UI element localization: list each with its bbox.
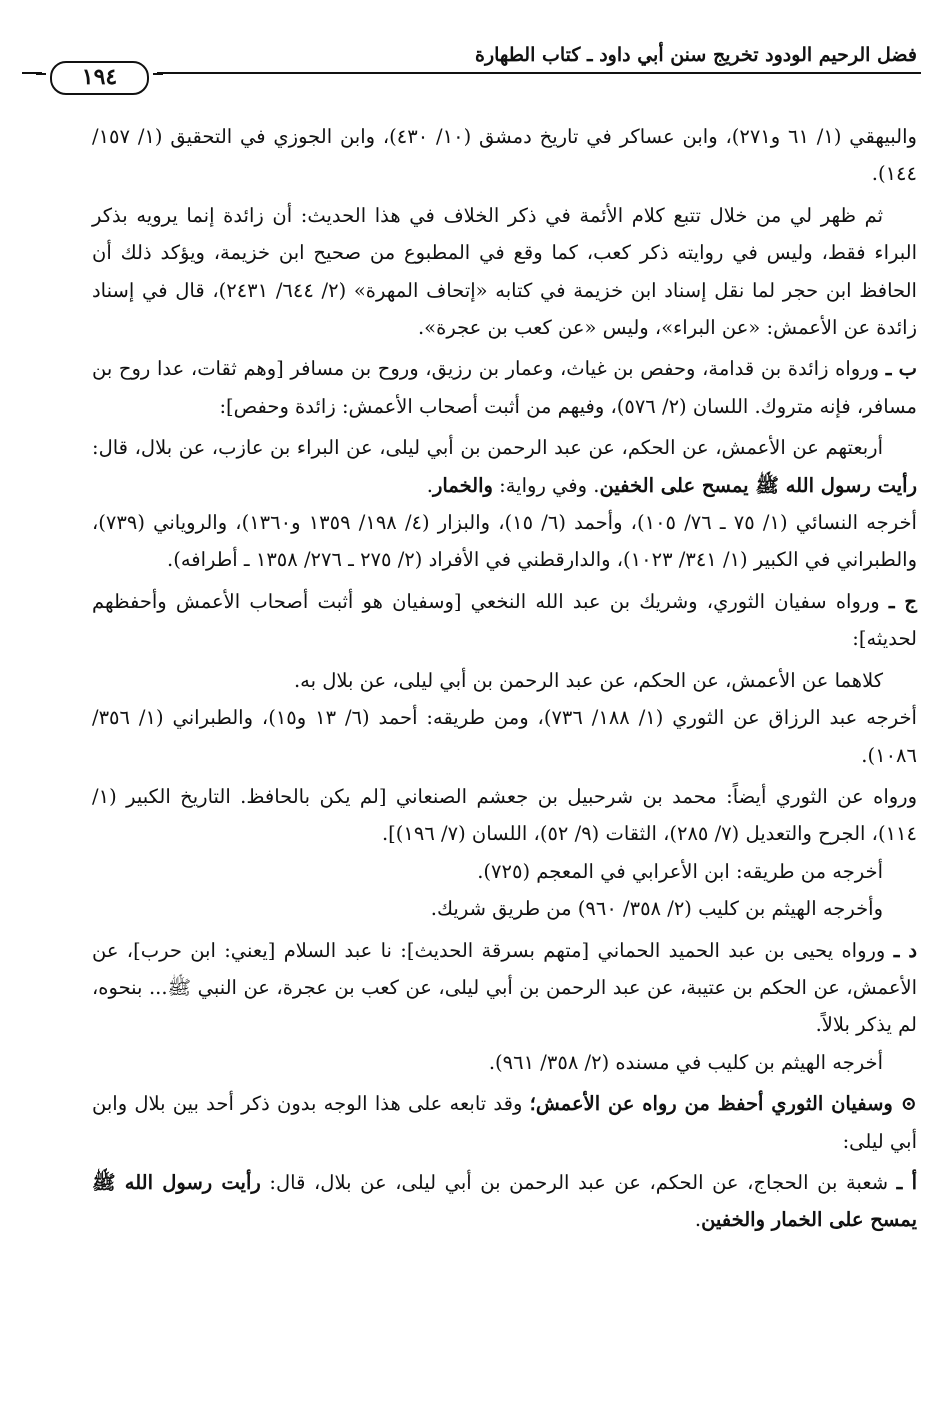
- paragraph-takhrij-nasai: أخرجه النسائي (١/ ٧٥ ـ ٧٦/ ١٠٥)، وأحمد (٦/ ١٥)، والبزار (٤/ ١٩٨/ ١٣٥٩ و١٣٦٠)، والروياني (٧٣٩)، والطبراني في الكبير (١/ ٣٤١/ ١٠٢٣)، والدارقطني في الأفراد (٢/ ٢٧٥ ـ ٢٧٦/ ١٣٥٨ ـ أطرافه).: [92, 511, 917, 572]
- section-d-marker: د ـ: [893, 938, 918, 962]
- paragraph-zaida-note: ثم ظهر لي من خلال تتبع كلام الأئمة في ذكر الخلاف في هذا الحديث: أن زائدة إنما يرويه بذكر البراء فقط، وليس في روايته ذكر كعب، كما وقع في المطبوع من صحيح ابن خزيمة، ويؤكد ذلك أن الحافظ ابن حجر لما نقل إسناد ابن خزيمة في كتابه «إتحاف المهرة» (٢/ ٦٤٤/ ٢٤٣١)، قال في إسناد زائدة عن الأعمش: «عن البراء»، وليس «عن كعب بن عجرة».: [92, 203, 917, 340]
- hadith-variant: والخمار: [432, 473, 493, 497]
- paragraph-section-j: [92, 583, 917, 658]
- section-d-text: ورواه يحيى بن عبد الحميد الحماني [متهم بسرقة الحديث]: نا عبد السلام [يعني: ابن حرب]، عن الأعمش، عن الحكم بن عتيبة، عن عبد الرحمن بن أبي ليلى، عن كعب بن عجرة، عن النبي ﷺ... بنحوه، لم يذكر بلالاً.: [92, 938, 917, 1037]
- paragraph-ibn-arabi: أخرجه من طريقه: ابن الأعرابي في المعجم (٧٢٥).: [477, 859, 883, 883]
- main-text: [92, 118, 917, 1239]
- hadith-end: .: [426, 473, 433, 497]
- paragraph-thawri-note: [92, 1085, 917, 1160]
- paragraph-references-continued: والبيهقي (١/ ٦١ و٢٧١)، وابن عساكر في تاريخ دمشق (١٠/ ٤٣٠)، وابن الجوزي في التحقيق (١/ ١٥٧/ ١٤٤).: [92, 125, 917, 186]
- page-number-ornament: [42, 61, 157, 95]
- section-j-text: ورواه سفيان الثوري، وشريك بن عبد الله النخعي [وسفيان هو أثبت أصحاب الأعمش وأحفظهم لحديثه]:: [92, 589, 917, 651]
- paragraph-hadith-text: [92, 429, 917, 504]
- section-j-marker: ج ـ: [888, 589, 917, 613]
- section-a-text: شعبة بن الحجاج، عن الحكم، عن عبد الرحمن بن أبي ليلى، عن بلال، قال:: [260, 1170, 897, 1194]
- thawri-note-lead: ⊙ وسفيان الثوري أحفظ من رواه عن الأعمش؛: [529, 1092, 917, 1116]
- paragraph-haytham-sharik: وأخرجه الهيثم بن كليب (٢/ ٣٥٨/ ٩٦٠) من طريق شريك.: [430, 897, 883, 921]
- paragraph-takhrij-abdurrazzaq: أخرجه عبد الرزاق عن الثوري (١/ ١٨٨/ ٧٣٦)، ومن طريقه: أحمد (٦/ ١٣ و١٥)، والطبراني (١/ ٣٥٦/ ١٠٨٦).: [92, 706, 917, 767]
- section-a-marker: أ ـ: [896, 1170, 917, 1194]
- hadith-chain: أربعتهم عن الأعمش، عن الحكم، عن عبد الرحمن بن أبي ليلى، عن البراء بن عازب، عن بلال، قال:: [92, 436, 883, 460]
- paragraph-section-b: [92, 350, 917, 425]
- section-b-text: ورواه زائدة بن قدامة، وحفص بن غياث، وعمار بن رزيق، وروح بن مسافر [وهم ثقات، عدا روح بن مسافر، فإنه متروك. اللسان (٢/ ٥٧٦)، وفيهم من أثبت أصحاب الأعمش: زائدة وحفص]:: [92, 357, 917, 418]
- hadith-variant-intro: . وفي رواية:: [492, 473, 600, 497]
- paragraph-section-d: [92, 932, 917, 1044]
- section-a-matn: رأيت رسول الله ﷺ يمسح على الخمار والخفين: [92, 1170, 917, 1232]
- paragraph-section-a-shuba: [92, 1164, 917, 1239]
- paragraph-both-from-amash: كلاهما عن الأعمش، عن الحكم، عن عبد الرحمن بن أبي ليلى، عن بلال به.: [293, 668, 883, 692]
- section-a-end: .: [694, 1208, 702, 1232]
- page-number: ١٩٤: [81, 64, 118, 90]
- section-b-marker: ب ـ: [885, 357, 917, 381]
- running-header-title: فضل الرحيم الودود تخريج سنن أبي داود ـ كتاب الطهارة: [475, 44, 917, 66]
- paragraph-thawri-also: ورواه عن الثوري أيضاً: محمد بن شرحبيل بن جعشم الصنعاني [لم يكن بالحافظ. التاريخ الكبير (١/ ١١٤)، الجرح والتعديل (٧/ ٢٨٥)، الثقات (٩/ ٥٢)، اللسان (٧/ ١٩٦)].: [92, 784, 917, 846]
- hadith-matn: رأيت رسول الله ﷺ يمسح على الخفين: [599, 473, 917, 497]
- thawri-note-text: وقد تابعه على هذا الوجه بدون ذكر أحد بين بلال وابن أبي ليلى:: [92, 1092, 917, 1153]
- paragraph-haytham-musnad: أخرجه الهيثم بن كليب في مسنده (٢/ ٣٥٨/ ٩٦١).: [488, 1050, 883, 1074]
